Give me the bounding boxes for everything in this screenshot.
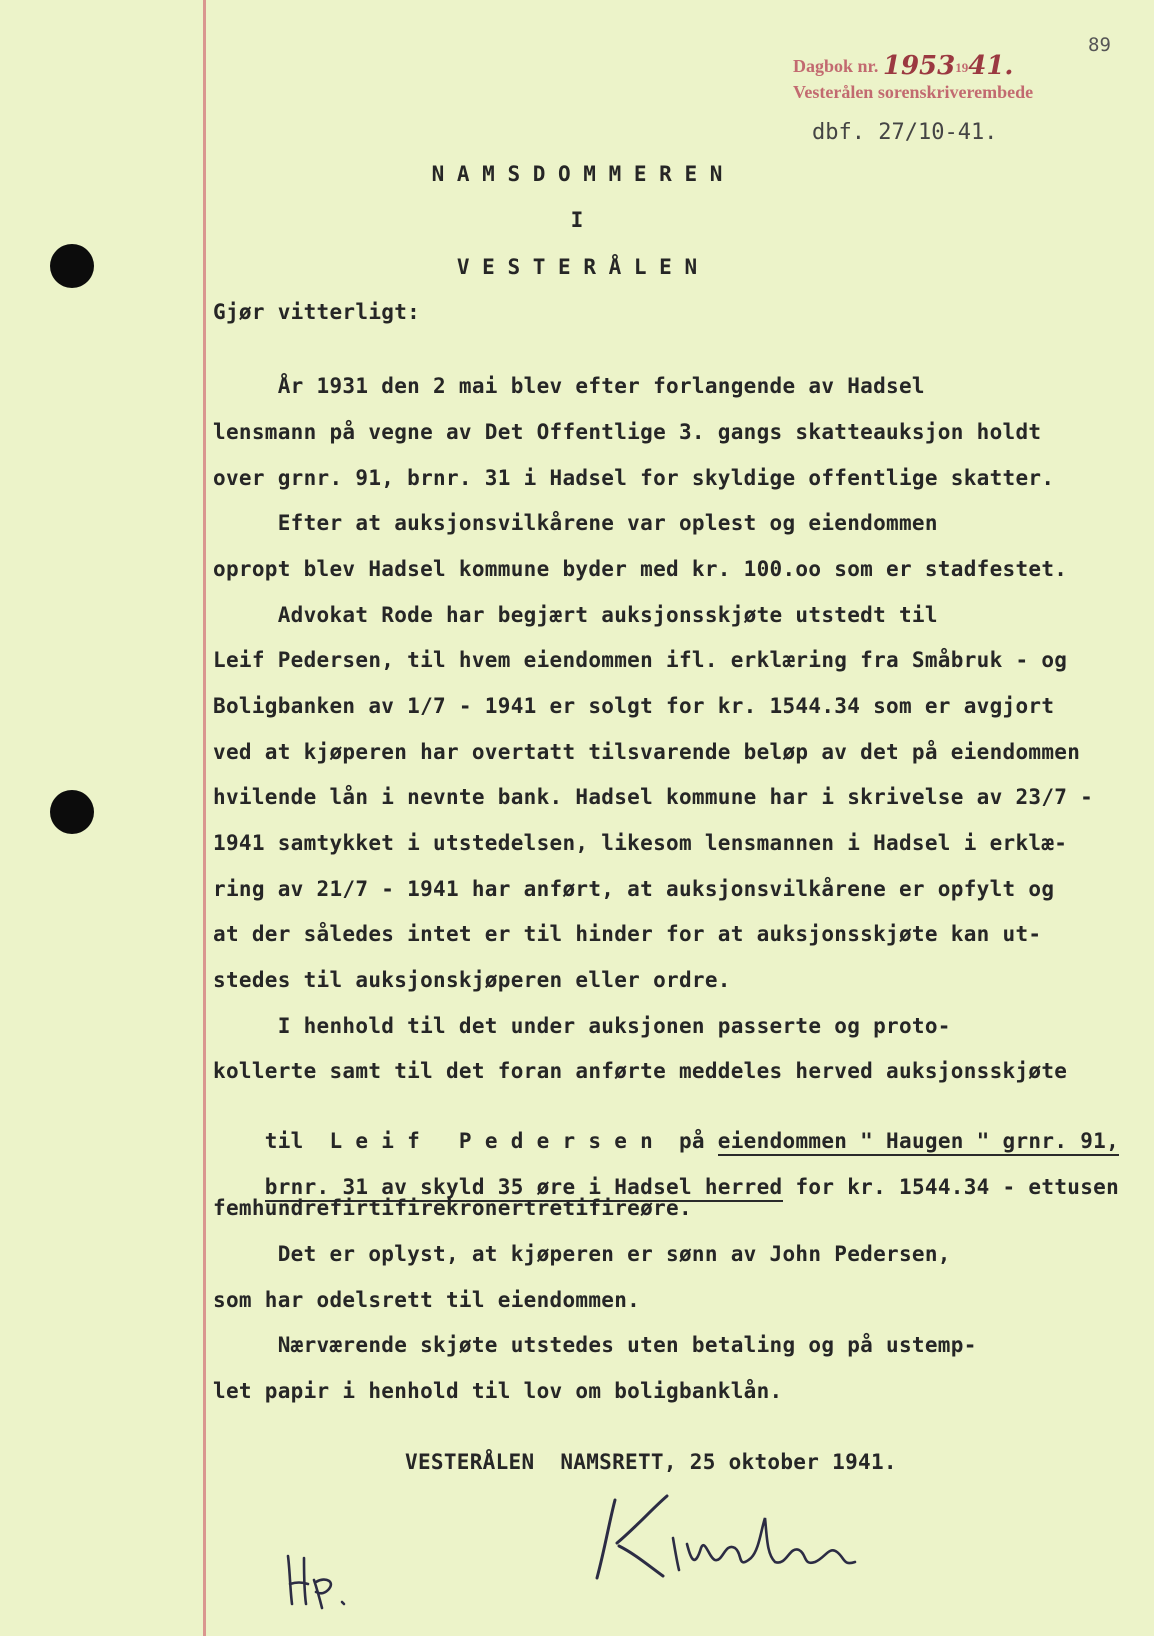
registration-note: dbf. 27/10-41.	[812, 120, 998, 145]
body-line: Efter at auksjonsvilkårene var oplest og eiendommen	[213, 511, 938, 535]
body-line: Det er oplyst, at kjøperen er sønn av John Pedersen,	[213, 1242, 951, 1266]
journal-stamp	[793, 52, 1013, 82]
heading-line-2: I	[570, 208, 584, 232]
body-line: 1941 samtykket i utstedelsen, likesom lensmannen i Hadsel i erklæ-	[213, 831, 1068, 855]
body-line: opropt blev Hadsel kommune byder med kr. 100.oo som er stadfestet.	[213, 557, 1068, 581]
body-line: ring av 21/7 - 1941 har anført, at auksjonsvilkårene er opfylt og	[213, 877, 1055, 901]
body-line-part: for kr. 1544.34 - ettusen	[782, 1175, 1120, 1199]
body-line: femhundrefirtifirekronertretifireøre.	[213, 1196, 692, 1220]
stamp-prefix: Dagbok nr.	[793, 56, 879, 76]
underlined-property: brnr. 31 av skyld 35 øre i Hadsel herred	[265, 1175, 783, 1202]
body-line: lensmann på vegne av Det Offentlige 3. gangs skatteauksjon holdt	[213, 420, 1042, 444]
body-line: ved at kjøperen har overtatt tilsvarende beløp av det på eiendommen	[213, 740, 1081, 764]
body-line: I henhold til det under auksjonen passerte og proto-	[213, 1014, 951, 1038]
heading-line-1: N A M S D O M M E R E N	[431, 162, 723, 186]
handwritten-initials	[280, 1550, 370, 1610]
body-line: Nærværende skjøte utstedes uten betaling og på ustemp-	[213, 1333, 977, 1357]
body-line-part: til L e i f P e d e r s e n på	[264, 1129, 718, 1153]
body-line: let papir i henhold til lov om boligbanklån.	[213, 1379, 783, 1403]
punch-hole-bottom	[50, 790, 94, 834]
body-line: Boligbanken av 1/7 - 1941 er solgt for kr. 1544.34 som er avgjort	[213, 694, 1055, 718]
body-line: som har odelsrett til eiendommen.	[213, 1288, 641, 1312]
margin-rule	[203, 0, 206, 1636]
stamp-year: 41.	[968, 51, 1014, 81]
page-number: 89	[1088, 34, 1111, 56]
stamp-office: Vesterålen sorenskriverembede	[793, 82, 1034, 102]
heading-line-3: V E S T E R Å L E N	[456, 255, 698, 279]
body-line: Leif Pedersen, til hvem eiendommen ifl. erklæring fra Småbruk - og	[213, 648, 1068, 672]
body-line: hvilende lån i nevnte bank. Hadsel kommune har i skrivelse av 23/7 -	[213, 785, 1094, 809]
body-line: kollerte samt til det foran anførte meddeles herved auksjonsskjøte	[213, 1059, 1068, 1083]
handwritten-signature	[575, 1488, 875, 1588]
body-line: stedes til auksjonskjøperen eller ordre.	[213, 968, 731, 992]
body-line: Advokat Rode har begjært auksjonsskjøte utstedt til	[213, 603, 938, 627]
body-line: over grnr. 91, brnr. 31 i Hadsel for skyldige offentlige skatter.	[213, 466, 1055, 490]
greeting: Gjør vitterligt:	[213, 300, 421, 324]
stamp-number: 1953	[882, 51, 956, 81]
body-line: at der således intet er til hinder for at auksjonsskjøte kan ut-	[213, 922, 1042, 946]
closing-line: VESTERÅLEN NAMSRETT, 25 oktober 1941.	[405, 1450, 897, 1474]
body-line: År 1931 den 2 mai blev efter forlangende av Hadsel	[213, 374, 925, 398]
underlined-property: eiendommen " Haugen " grnr. 91,	[718, 1129, 1119, 1156]
stamp-year-prefix: 19	[955, 60, 969, 75]
